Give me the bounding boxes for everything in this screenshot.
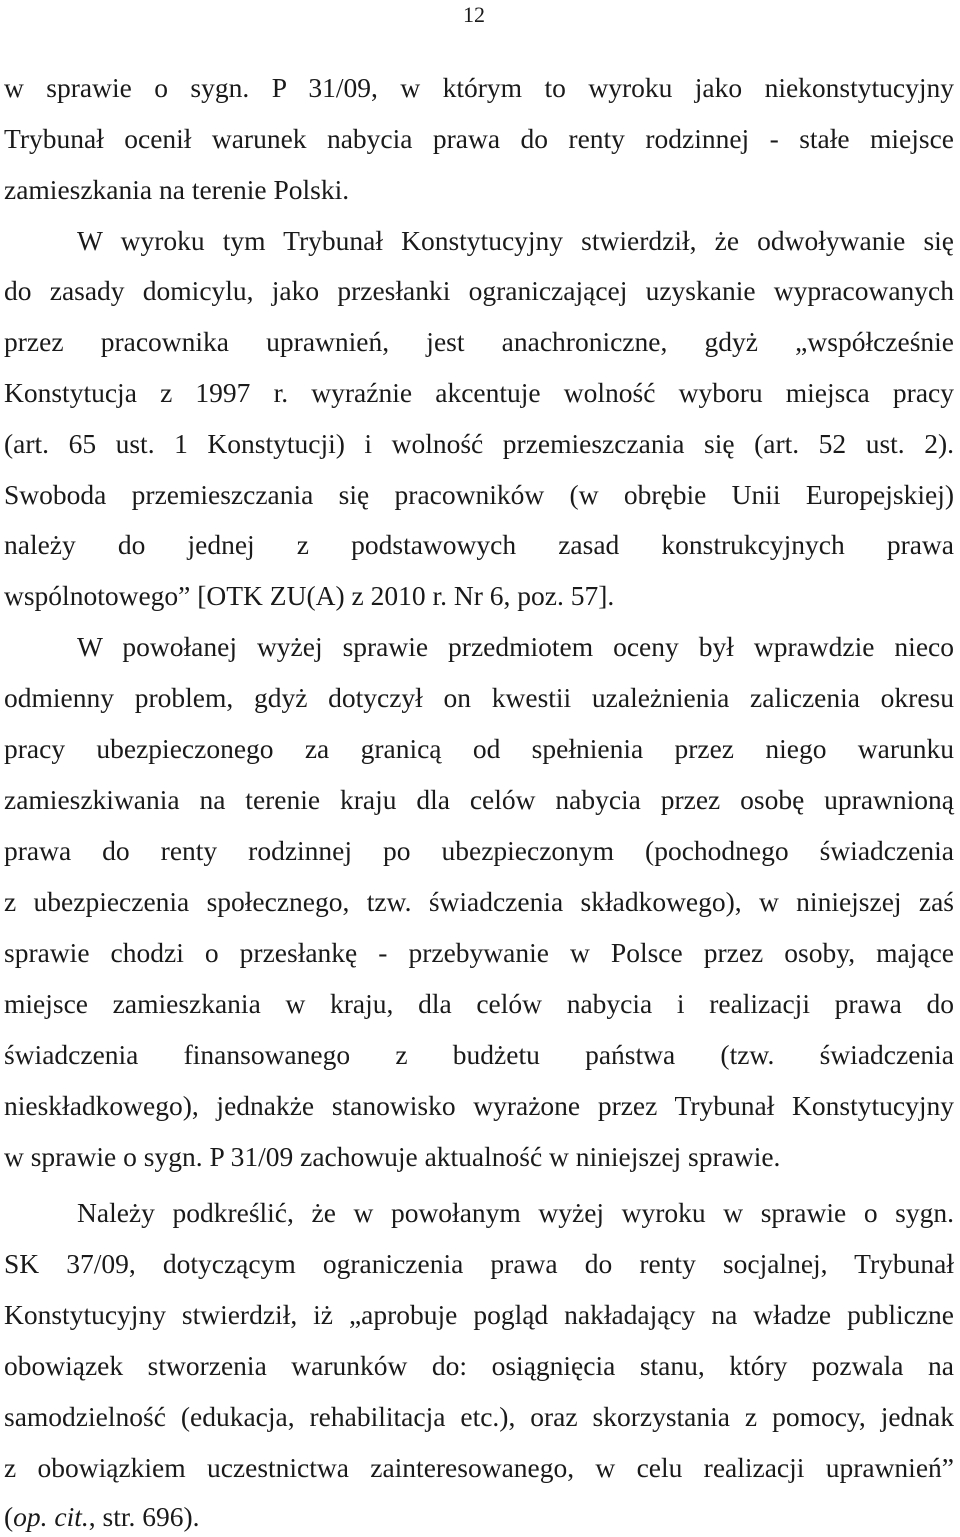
text-line: wspólnotowego” [OTK ZU(A) z 2010 r. Nr 6, poz. 57].	[4, 580, 615, 611]
text-line: W powołanej wyżej sprawie przedmiotem oceny był wprawdzie nieco	[77, 631, 954, 662]
text-line: sprawie chodzi o przesłankę - przebywanie w Polsce przez osoby, mające	[4, 937, 954, 968]
text-line: Swoboda przemieszczania się pracowników (w obrębie Unii Europejskiej)	[4, 479, 954, 510]
text-line: Konstytucja z 1997 r. wyraźnie akcentuje wolność wyboru miejsca pracy	[4, 377, 954, 408]
text-line: Konstytucyjny stwierdził, iż „aprobuje pogląd nakładający na władze publiczne	[4, 1299, 954, 1330]
text-line: samodzielność (edukacja, rehabilitacja etc.), oraz skorzystania z pomocy, jednak	[4, 1401, 954, 1432]
text-line: do zasady domicylu, jako przesłanki ograniczającej uzyskanie wypracowanych	[4, 275, 954, 306]
text-line: zamieszkiwania na terenie kraju dla celów nabycia przez osobę uprawnioną	[4, 784, 954, 815]
text-line: Należy podkreślić, że w powołanym wyżej wyroku w sprawie o sygn.	[77, 1197, 954, 1228]
text-line: nieskładkowego), jednakże stanowisko wyrażone przez Trybunał Konstytucyjny	[4, 1090, 954, 1121]
text-line: należy do jednej z podstawowych zasad konstrukcyjnych prawa	[4, 529, 954, 560]
page-number: 12	[463, 2, 485, 27]
citation-rest: , str. 696).	[88, 1501, 200, 1532]
text-line: z ubezpieczenia społecznego, tzw. świadczenia składkowego), w niniejszej zaś	[4, 886, 954, 917]
text-line: W wyroku tym Trybunał Konstytucyjny stwierdził, że odwoływanie się	[77, 225, 954, 256]
citation-italic: op. cit.	[13, 1501, 89, 1532]
text-line: zamieszkania na terenie Polski.	[4, 174, 350, 205]
text-line: odmienny problem, gdyż dotyczył on kwestii uzależnienia zaliczenia okresu	[4, 682, 954, 713]
text-line: świadczenia finansowanego z budżetu państwa (tzw. świadczenia	[4, 1039, 954, 1070]
text-line: miejsce zamieszkania w kraju, dla celów nabycia i realizacji prawa do	[4, 988, 954, 1019]
text-line: z obowiązkiem uczestnictwa zainteresowanego, w celu realizacji uprawnień”	[4, 1452, 954, 1483]
text-line: prawa do renty rodzinnej po ubezpieczonym (pochodnego świadczenia	[4, 835, 954, 866]
text-line: obowiązek stworzenia warunków do: osiągnięcia stanu, który pozwala na	[4, 1350, 954, 1381]
text-line: SK 37/09, dotyczącym ograniczenia prawa do renty socjalnej, Trybunał	[4, 1248, 954, 1279]
text-line: (op. cit., str. 696).	[4, 1501, 200, 1532]
text-line: w sprawie o sygn. P 31/09, w którym to wyroku jako niekonstytucyjny	[4, 72, 954, 103]
text-line: pracy ubezpieczonego za granicą od spełnienia przez niego warunku	[4, 733, 954, 764]
text-line: (art. 65 ust. 1 Konstytucji) i wolność przemieszczania się (art. 52 ust. 2).	[4, 428, 954, 459]
text-line: Trybunał ocenił warunek nabycia prawa do renty rodzinnej - stałe miejsce	[4, 123, 954, 154]
text-line: przez pracownika uprawnień, jest anachroniczne, gdyż „współcześnie	[4, 326, 954, 357]
text-line: w sprawie o sygn. P 31/09 zachowuje aktualność w niniejszej sprawie.	[4, 1141, 781, 1172]
